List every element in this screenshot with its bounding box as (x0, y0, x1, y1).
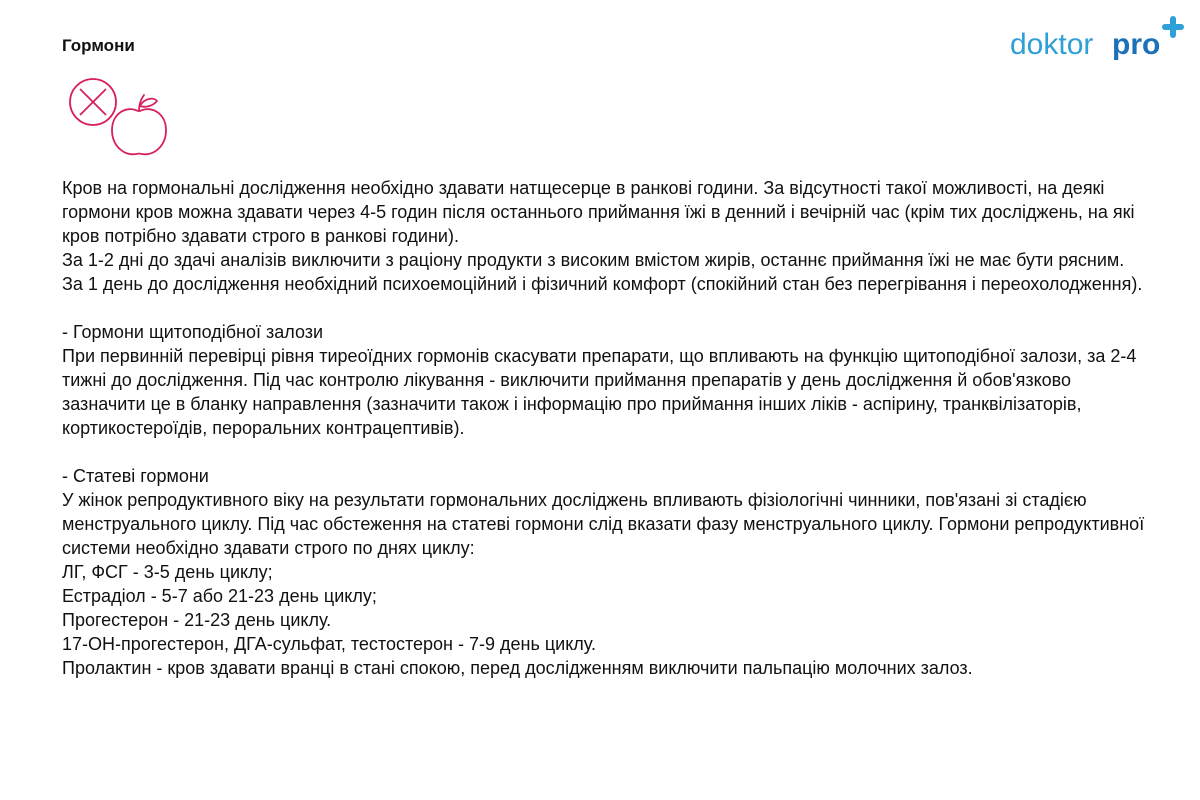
preparation-instructions (62, 176, 1147, 680)
no-food-icon (70, 79, 116, 125)
page-title: Гормони (62, 36, 135, 55)
list-item: Пролактин - кров здавати вранці в стані спокою, перед дослідженням виключити пальпацію молочних залоз. (62, 658, 973, 678)
list-item: Прогестерон - 21-23 день циклу. (62, 610, 332, 630)
intro-paragraph-2: За 1-2 дні до здачі аналізів виключити з раціону продукти з високим вмістом жирів, останнє приймання їжі не має бути рясним. За 1 день до дослідження необхідний психоемоційний і фізичний комфорт (спокійний стан без перегрівання і переохолодження). (62, 250, 1143, 294)
doktorpro-logo[interactable] (1010, 14, 1185, 64)
list-item: ЛГ, ФСГ - 3-5 день циклу; (62, 562, 273, 582)
list-item: 17-ОН-прогестерон, ДГА-сульфат, тестостерон - 7-9 день циклу. (62, 634, 596, 654)
plus-icon (1162, 16, 1184, 38)
list-item: Естрадіол - 5-7 або 21-23 день циклу; (62, 586, 377, 606)
logo-text-doktor: doktor (1010, 28, 1094, 61)
thyroid-text: При первинній перевірці рівня тиреоїдних гормонів скасувати препарати, що впливають на функцію щитоподібної залози, за 2-4 тижні до дослідження. Під час контролю лікування - виключити приймання препаратів у день дослідження й обов'язково зазначити це в бланку направлення (зазначити також і інформацію про приймання інших ліків - аспірину, транквілізаторів, кортикостероїдів, пероральних контрацептивів). (62, 346, 1137, 438)
fasting-illustration (64, 78, 174, 168)
thyroid-heading: - Гормони щитоподібної залози (62, 322, 324, 342)
intro-paragraph-1: Кров на гормональні дослідження необхідно здавати натщесерце в ранкові години. За відсутності такої можливості, на деякі гормони кров можна здавати через 4-5 годин після останнього приймання їжі в денний і вечірній час (крім тих досліджень, на які кров потрібно здавати строго в ранкові години). (62, 178, 1135, 246)
sex-hormones-heading: - Статеві гормони (62, 466, 209, 486)
logo-text-pro: pro (1112, 28, 1161, 61)
apple-icon (112, 95, 166, 154)
sex-hormones-text: У жінок репродуктивного віку на результати гормональних досліджень впливають фізіологічні чинники, пов'язані зі стадією менструального циклу. Під час обстеження на статеві гормони слід вказати фазу менструального циклу. Гормони репродуктивної системи необхідно здавати строго по днях циклу: (62, 490, 1145, 558)
